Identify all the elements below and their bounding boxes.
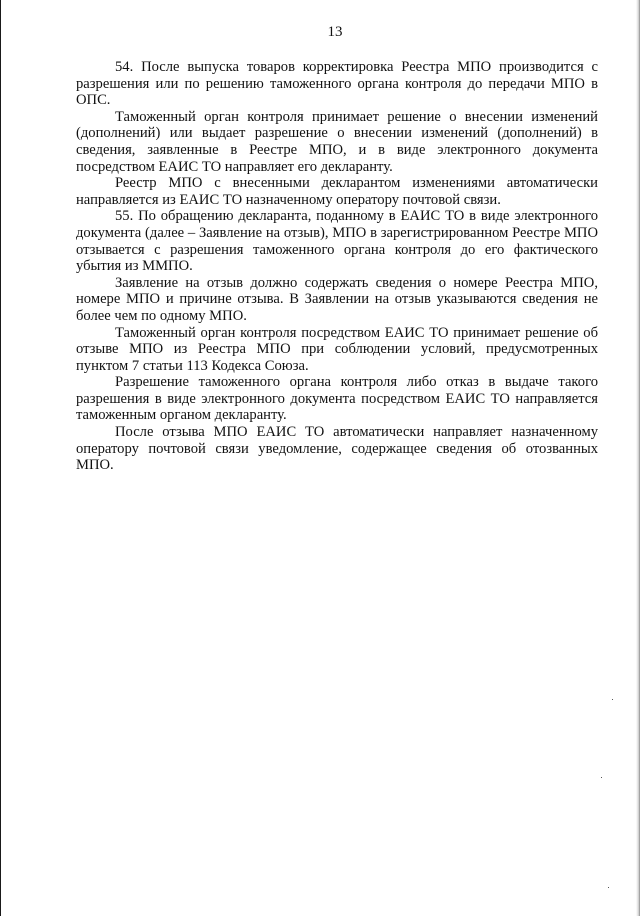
paragraph: Реестр МПО с внесенными декларантом изменениями автоматически направляется из ЕАИС ТО назначенному оператору почтовой связи.: [76, 175, 598, 208]
paragraph-54: 54. После выпуска товаров корректировка Реестра МПО производится с разрешения или по решению таможенного органа контроля до передачи МПО в ОПС.: [76, 59, 598, 109]
paragraph: Таможенный орган контроля принимает решение о внесении изменений (дополнений) или выдает разрешение о внесении изменений (дополнений) в сведения, заявленные в Реестре МПО, и в виде электронного документа посредством ЕАИС ТО направляет его декларанту.: [76, 108, 598, 175]
paragraph-55: 55. По обращению декларанта, поданному в ЕАИС ТО в виде электронного документа (далее – Заявление на отзыв), МПО в зарегистрированном Реестре МПО отзывается с разрешения таможенного органа контроля до его фактического убытия из ММПО.: [76, 208, 598, 275]
paragraph: После отзыва МПО ЕАИС ТО автоматически направляет назначенному оператору почтовой связи уведомление, содержащее сведения об отозванных МПО.: [76, 424, 598, 474]
paragraph: Заявление на отзыв должно содержать сведения о номере Реестра МПО, номере МПО и причине отзыва. В Заявлении на отзыв указываются сведения не более чем по одному МПО.: [76, 274, 598, 324]
paragraph: Таможенный орган контроля посредством ЕАИС ТО принимает решение об отзыве МПО из Реестра МПО при соблюдении условий, предусмотренных пунктом 7 статьи 113 Кодекса Союза.: [76, 324, 598, 374]
document-body: [76, 59, 598, 474]
paragraph: Разрешение таможенного органа контроля либо отказ в выдаче такого разрешения в виде электронного документа посредством ЕАИС ТО направляется таможенным органом декларанту.: [76, 374, 598, 424]
scan-edge: [636, 0, 640, 916]
page-number: 13: [327, 24, 343, 40]
